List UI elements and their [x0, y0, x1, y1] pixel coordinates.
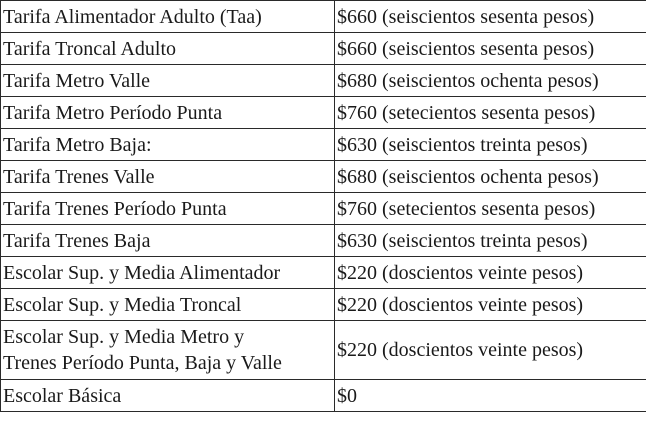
table-row [1, 1, 647, 33]
table-row [1, 380, 647, 412]
fare-price-cell: $760 (setecientos sesenta pesos) [335, 97, 647, 129]
table-row [1, 65, 647, 97]
fare-price-cell: $680 (seiscientos ochenta pesos) [335, 65, 647, 97]
fare-name-cell [1, 321, 335, 380]
fare-name-line-2: Trenes Período Punta, Baja y Valle [3, 352, 282, 374]
fare-price-cell: $220 (doscientos veinte pesos) [335, 289, 647, 321]
fare-name-cell: Tarifa Trenes Período Punta [1, 193, 335, 225]
fare-price-cell: $220 (doscientos veinte pesos) [335, 321, 647, 380]
fare-name-cell: Tarifa Alimentador Adulto (Taa) [1, 1, 335, 33]
fare-price-cell: $630 (seiscientos treinta pesos) [335, 225, 647, 257]
fare-price-cell: $680 (seiscientos ochenta pesos) [335, 161, 647, 193]
fare-name-cell: Tarifa Trenes Baja [1, 225, 335, 257]
table-row [1, 321, 647, 380]
fare-name-cell: Tarifa Metro Valle [1, 65, 335, 97]
fare-price-cell: $660 (seiscientos sesenta pesos) [335, 33, 647, 65]
table-row [1, 225, 647, 257]
table-row [1, 129, 647, 161]
table-row [1, 257, 647, 289]
fare-name-cell: Tarifa Metro Baja: [1, 129, 335, 161]
fare-price-cell: $630 (seiscientos treinta pesos) [335, 129, 647, 161]
fare-name-line-1: Escolar Sup. y Media Metro y [3, 326, 245, 348]
fare-price-cell: $0 [335, 380, 647, 412]
fare-name-cell: Tarifa Metro Período Punta [1, 97, 335, 129]
table-row [1, 289, 647, 321]
table-row [1, 161, 647, 193]
fare-price-cell: $220 (doscientos veinte pesos) [335, 257, 647, 289]
fare-name-cell: Escolar Sup. y Media Troncal [1, 289, 335, 321]
fare-name-cell: Tarifa Trenes Valle [1, 161, 335, 193]
fare-name-cell: Escolar Básica [1, 380, 335, 412]
table-row [1, 193, 647, 225]
fare-name-cell: Tarifa Troncal Adulto [1, 33, 335, 65]
fare-price-cell: $660 (seiscientos sesenta pesos) [335, 1, 647, 33]
fare-price-cell: $760 (setecientos sesenta pesos) [335, 193, 647, 225]
table-row [1, 33, 647, 65]
table-row [1, 97, 647, 129]
fare-name-cell: Escolar Sup. y Media Alimentador [1, 257, 335, 289]
